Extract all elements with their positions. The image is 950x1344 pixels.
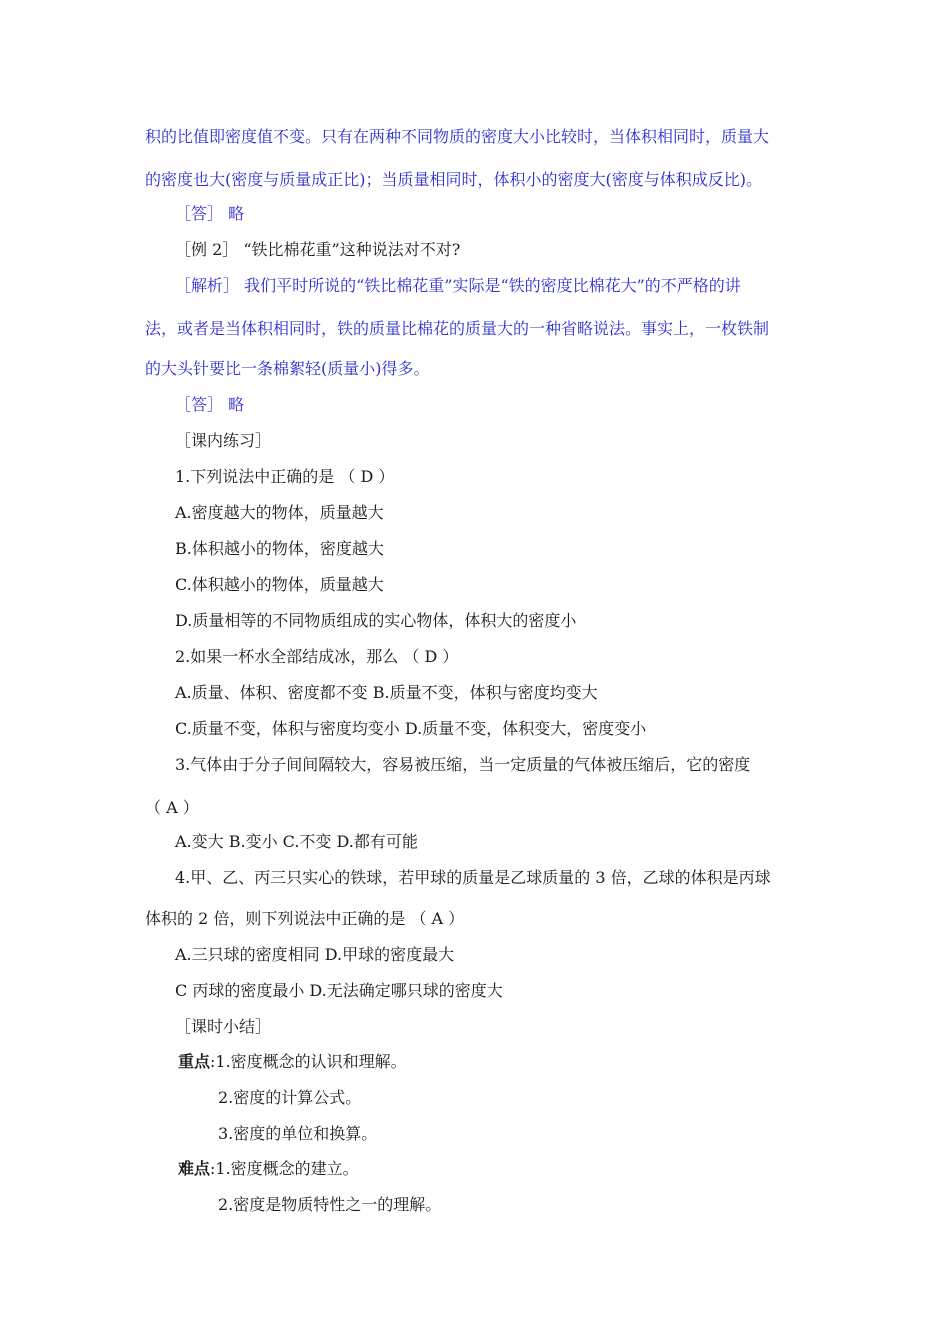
key-item: 3.密度的单位和换算。 [218, 1124, 378, 1143]
answer-line: ［答］ 略 [175, 204, 245, 223]
question: 体积的 2 倍，则下列说法中正确的是 （ A ） [145, 909, 465, 928]
section-heading: ［课内练习］ [175, 431, 272, 450]
question: 2.如果一杯水全部结成冰，那么 （ D ） [175, 647, 459, 666]
difficult-item: :1.密度概念的建立。 [210, 1159, 359, 1178]
option: B.体积越小的物体，密度越大 [175, 539, 384, 558]
question: 3.气体由于分子间间隔较大，容易被压缩，当一定质量的气体被压缩后，它的密度 [175, 755, 751, 774]
question: （ A ） [145, 798, 199, 817]
key-points-line [178, 1051, 407, 1073]
question: 1.下列说法中正确的是 （ D ） [175, 467, 395, 486]
option: A.密度越大的物体，质量越大 [175, 503, 384, 522]
key-item: 2.密度的计算公式。 [218, 1088, 362, 1107]
difficult-item: 2.密度是物质特性之一的理解。 [218, 1195, 442, 1214]
difficult-points-line [178, 1158, 359, 1180]
paragraph-line: 积的比值即密度值不变。只有在两种不同物质的密度大小比较时，当体积相同时，质量大 [145, 127, 770, 146]
option: D.质量相等的不同物质组成的实心物体，体积大的密度小 [175, 611, 577, 630]
option: C.体积越小的物体，质量越大 [175, 575, 384, 594]
section-heading: ［课时小结］ [175, 1017, 272, 1036]
option: A.三只球的密度相同 D.甲球的密度最大 [175, 945, 455, 964]
option: C 丙球的密度最小 D.无法确定哪只球的密度大 [175, 981, 503, 1000]
analysis-line: 的大头针要比一条棉絮轻(质量小)得多。 [145, 359, 430, 378]
difficult-label: 难点 [178, 1159, 211, 1178]
option: A.质量、体积、密度都不变 B.质量不变，体积与密度均变大 [175, 683, 598, 702]
analysis-line: 法，或者是当体积相同时，铁的质量比棉花的质量大的一种省略说法。事实上，一枚铁制 [145, 319, 770, 338]
analysis-line: ［解析］ 我们平时所说的“铁比棉花重”实际是“铁的密度比棉花大”的不严格的讲 [175, 276, 741, 295]
example-heading: ［例 2］ “铁比棉花重”这种说法对不对? [175, 240, 461, 259]
option: C.质量不变，体积与密度均变小 D.质量不变，体积变大，密度变小 [175, 719, 647, 738]
key-item: :1.密度概念的认识和理解。 [210, 1052, 407, 1071]
paragraph-line: 的密度也大(密度与质量成正比)；当质量相同时，体积小的密度大(密度与体积成反比)。 [145, 170, 762, 189]
option: A.变大 B.变小 C.不变 D.都有可能 [175, 832, 418, 851]
question: 4.甲、乙、丙三只实心的铁球，若甲球的质量是乙球质量的 3 倍，乙球的体积是丙球 [175, 868, 771, 887]
answer-line: ［答］ 略 [175, 395, 245, 414]
key-label: 重点 [178, 1052, 211, 1071]
